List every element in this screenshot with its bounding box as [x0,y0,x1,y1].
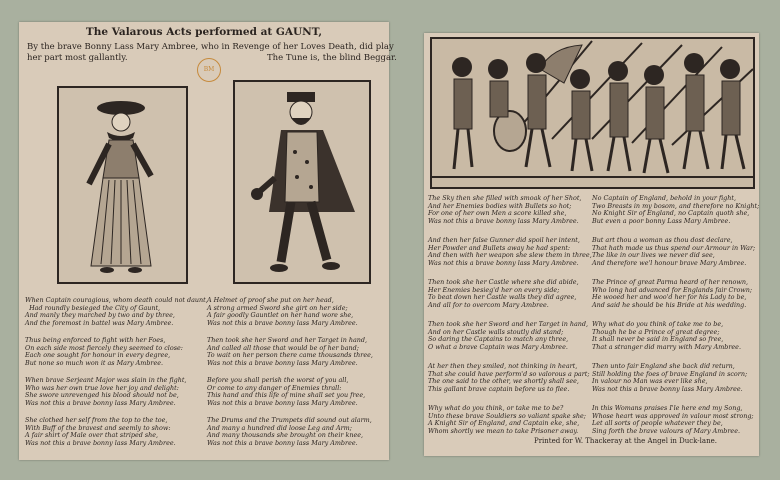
verse-right-1: The Sky then she filled with smoak of her Shot, And her Enemies bodies with Bullets so hot; For one of her own Men a score killed she, Was not this a brave bonny lass Mary Ambree. [428,194,582,225]
woodcut-soldiers-march [430,37,755,189]
verse-left-7: Before you shall perish the worst of you all, Or come to any danger of Enemies thrall: This hand and this life of mine shall set you free, Was not this a brave bonny lass Mary Ambree. [207,376,366,407]
verse-right-5: At her then they smiled, not thinking in heart, That she could have perform'd so valorous a part; The one said to the other, we shortly shall see, This gallant brave captain before us to flee. [428,362,590,393]
verse-right-2: And then her false Gunner did spoil her intent, Her Powder and Bullets away he had spent: And then with her weapon she slew them in three, Was not this a brave bonny lass Mary Ambree. [428,236,592,267]
verse-right-3: Then took she her Castle where she did abide, Her Enemies besieg'd her on every side; To beat down her Castle walls they did agree, And all for to overcom Mary Ambree. [428,278,579,309]
verse-left-8: The Drums and the Trumpets did sound out alarm, And many a hundred did loose Leg and Arm; And many thousands she brought on their knee, Was not this a brave bonny lass Mary Ambree. [207,416,372,447]
verse-right-7: No Captain of England, behold in your fight, Two Breasts in my bosom, and therefore no Knight; No Knight Sir of England, no Captain quoth she, But even a poor bonny Lass Mary Ambree. [592,194,760,225]
verse-left-1: When Captain couragious, whom death could not daunt, Had roundly besieged the City of Gaunt, And manly they marched by two and by three, And the foremost in battel was Mary Ambree. [25,296,208,327]
library-stamp-icon: BM [197,58,221,82]
verse-right-4: Then took she her Sword and her Target in hand, And on her Castle walls stoutly did stand; So daring the Captains to match any three, O what a brave Captain was Mary Ambree. [428,320,589,351]
verse-left-3: When brave Serjeant Major was slain in the fight, Who was her own true love her joy and delight: She swore unrevenged his blood should not be, Was not this a brave bonny lass Mary Ambree. [25,376,187,407]
woodcut-man [233,80,371,284]
verse-right-6: Why what do you think, or take me to be? Unto these brave Souldiers so valiant spake she; A Knight Sir of England, and Captain eke, she, Whom shortly we mean to take Prisoner away. [428,404,586,435]
verse-right-8: But art thou a woman as thou dost declare, That hath made us thus spend our Armour in War; The like in our lives we never did see, And therefore we'l honour brave Mary Ambree. [592,236,756,267]
ballad-subtitle-line1: By the brave Bonny Lass Mary Ambree, who in Revenge of her Loves Death, did play [27,42,394,52]
verse-left-4: She clothed her self from the top to the toe, With Buff of the bravest and seemly to show: A fair shirt of Male over that striped she, Was not this a brave bonny lass Mary Ambree. [25,416,176,447]
ballad-subtitle-line2-left: her part most gallantly. [27,53,128,63]
verse-right-12: In this Womans praises I'le here end my Song, Whose heart was approved in valour most strong; Let all sorts of people whatever they be, Sing forth the brave valours of Mary Ambree. [592,404,754,435]
ballad-title: The Valarous Acts performed at GAUNT, [85,26,323,38]
printer-imprint: Printed for W. Thackeray at the Angel in Duck-lane. [534,437,717,445]
verse-right-10: Why what do you think of take me to be, Though he be a Prince of great degree; It shall never be said in England so free, That a stranger did marry with Mary Ambree. [592,320,741,351]
verse-left-5: A Helmet of proof she put on her head, A strong armed Sword she girt on her side; A fair goodly Gauntlet on her hand wore she, Was not this a brave bonny lass Mary Ambree. [207,296,358,327]
right-broadside-sheet [424,33,759,456]
left-broadside-sheet [19,22,397,460]
verse-right-11: Then unto fair England she back did return, Still holding the foes of brave England in scorn; In valour no Man was ever like she, Was not this a brave bonny lass Mary Ambree. [592,362,748,393]
verse-right-9: The Prince of great Parma heard of her renown, Who long had advanced for Englands fair Crown; He wooed her and woo'd her for his Lady to be, And said he should be his Bride at his wedding. [592,278,753,309]
verse-left-6: Then took she her Sword and her Target in hand, And called all those that would be of her band; To wait on her person there came thousands three, Was not this a brave bonny lass Mary Ambree. [207,336,373,367]
woodcut-woman [57,86,188,284]
tune-line: The Tune is, the blind Beggar. [267,53,397,63]
verse-left-2: Thus being enforced to fight with her Foes, On each side most fiercely they seemed to close: Each one sought for honour in every degree, But none so much won it as Mary Ambree. [25,336,183,367]
